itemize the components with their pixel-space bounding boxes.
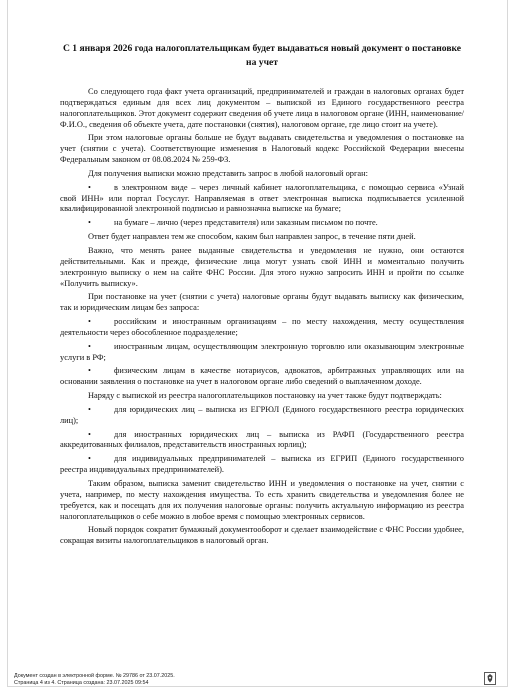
list-item (60, 454, 464, 476)
bullet-marker: • (88, 317, 91, 327)
bullet-marker: • (88, 341, 91, 351)
paragraph: Со следующего года факт учета организаций, предпринимателей и граждан в налоговых органах будет подтверждаться единым для всех лиц документом – выпиской из Единого государственного реестра налогоплательщиков. Этот документ содержит сведения об учете лица в налоговом органе (ИНН, наименование/Ф.И.О., сведения об объекте учета, дате постановки (снятия), налоговом органе, где лицо стоит на учете). (60, 87, 464, 129)
bullet-marker: • (88, 366, 91, 376)
list-item-text: российским и иностранным организациям – по месту нахождения, месту осуществления деятельности через обособленное подразделение; (60, 317, 464, 337)
paragraph: Таким образом, выписка заменит свидетельство ИНН и уведомления о постановке на учет, снятии с учета, например, по месту нахождения имущества. То есть хранить свидетельства и уведомления более не требуется, как и посещать для их получения налоговые органы: получить актуальную информацию из реестра налогоплательщиков о себе можно в любое время с помощью электронных сервисов. (60, 479, 464, 521)
emblem-icon (484, 672, 496, 685)
list-item (60, 405, 464, 427)
paragraph: Важно, что менять ранее выданные свидетельства и уведомления не нужно, они остаются действительными. Как и прежде, физические лица могут узнать свой ИНН и моментально получить электронную выписку о нем на сайте ФНС России. Для этого нужно запросить ИНН и пройти по ссылке «Получить выписку». (60, 245, 464, 288)
document-body (60, 87, 464, 550)
paragraph: При этом налоговые органы больше не будут выдавать свидетельства и уведомления о постановке на учет (снятии с учета). Соответствующие изменения в Налоговый кодекс Российской Федерации внесены Федеральным законом от 08.08.2024 № 259-ФЗ. (60, 133, 464, 165)
list-item (60, 342, 464, 364)
list-item-text: физическим лицам в качестве нотариусов, адвокатов, арбитражных управляющих или на основании заявления о постановке на учет в налоговом органе либо сведений о выплаченном доходе. (60, 366, 464, 387)
bullet-marker: • (88, 429, 91, 439)
paragraph: При постановке на учет (снятии с учета) налоговые органы будут выдавать выписку как физическим, так и юридическим лицам без запроса: (60, 292, 464, 313)
list-item-text: для индивидуальных предпринимателей – выписка из ЕГРИП (Единого государственного реестра индивидуальных предпринимателей). (60, 454, 464, 475)
bullet-marker: • (88, 454, 91, 464)
footer-line-1: Документ создан в электронной форме. № 29786 от 23.07.2025. (14, 673, 175, 679)
list-item-text: для юридических лиц – выписка из ЕГРЮЛ (Единого государственного реестра юридических лиц); (60, 404, 464, 425)
list-item (60, 218, 464, 229)
document-footer (14, 673, 314, 686)
footer-line-2: Страница 4 из 4. Страница создана: 23.07.2025 09:54 (14, 679, 149, 686)
bullet-marker: • (88, 404, 91, 414)
paragraph: Для получения выписки можно представить запрос в любой налоговый орган: (88, 168, 368, 178)
list-item-text: на бумаге – лично (через представителя) или заказным письмом по почте. (114, 218, 378, 228)
list-item-text: в электронном виде – через личный кабинет налогоплательщика, с помощью сервиса «Узнай свой ИНН» или портал Госуслуг. Направляемая в ответ электронная выписка подписывается усиленной квалифицированной электронной подписью и равнозначна выписке на бумаге; (60, 182, 464, 214)
page-border-left (7, 0, 8, 686)
list-item (60, 183, 464, 216)
paragraph: Ответ будет направлен тем же способом, каким был направлен запрос, в течение пяти дней. (88, 232, 416, 242)
bullet-marker: • (88, 218, 91, 228)
paragraph: Новый порядок сократит бумажный документооборот и сделает взаимодействие с ФНС России удобнее, сокращая визиты налогоплательщиков в налоговый орган. (60, 525, 464, 546)
paragraph: Наряду с выпиской из реестра налогоплательщиков постановку на учет также будут подтверждать: (88, 391, 442, 401)
list-item-text: для иностранных юридических лиц – выписка из РАФП (Государственного реестра аккредитованных филиалов, представительств иностранных юрлиц); (60, 429, 464, 450)
list-item (60, 366, 464, 388)
page-border-right (507, 0, 508, 686)
list-item (60, 317, 464, 339)
list-item (60, 430, 464, 452)
document-title: С 1 января 2026 года налогоплательщикам будет выдаваться новый документ о постановке на учет (62, 43, 462, 68)
bullet-marker: • (88, 182, 91, 192)
list-item-text: иностранным лицам, осуществляющим электронную торговлю или оказывающим электронные услуги в РФ; (60, 341, 464, 362)
